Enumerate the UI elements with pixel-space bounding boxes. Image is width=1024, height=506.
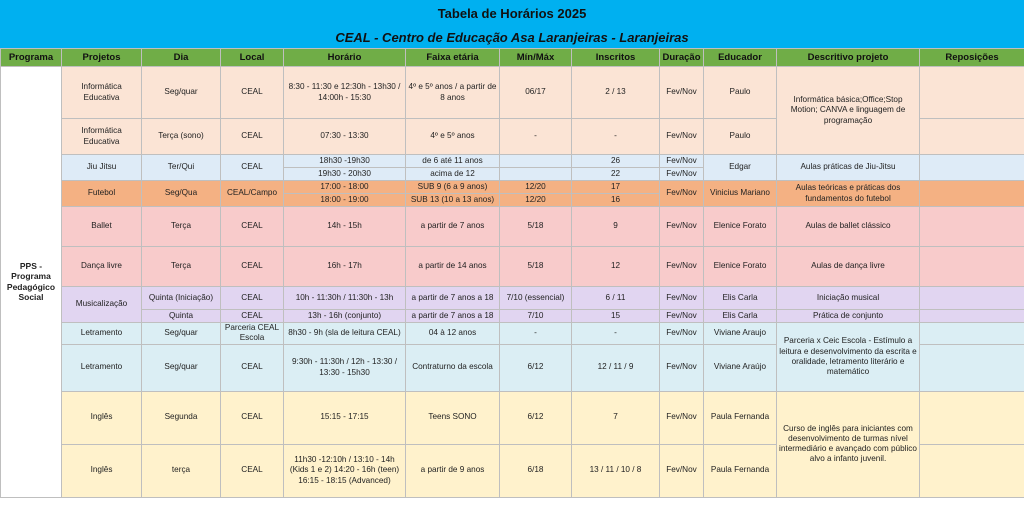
cell-dia: Quinta (Iniciação)	[142, 287, 221, 310]
cell-duracao: Fev/Nov	[660, 67, 704, 119]
cell-inscritos: 6 / 11	[572, 287, 660, 310]
cell-horario: 18h30 -19h30	[284, 155, 406, 168]
header-duracao: Duração	[660, 49, 704, 67]
cell-inscritos: 17	[572, 181, 660, 194]
cell-minmax: 7/10 (essencial)	[500, 287, 572, 310]
cell-faixa: 04 à 12 anos	[406, 323, 500, 345]
cell-projeto: Inglês	[62, 391, 142, 444]
cell-duracao: Fev/Nov	[660, 391, 704, 444]
cell-horario: 16h - 17h	[284, 247, 406, 287]
cell-reposicoes	[920, 287, 1024, 310]
cell-educador: Elenice Forato	[704, 247, 777, 287]
cell-reposicoes	[920, 344, 1024, 391]
cell-dia: Segunda	[142, 391, 221, 444]
cell-minmax: 6/18	[500, 444, 572, 497]
cell-horario: 8:30 - 11:30 e 12:30h - 13h30 / 14:00h - 15:30	[284, 67, 406, 119]
cell-reposicoes	[920, 119, 1024, 155]
cell-minmax: 6/12	[500, 344, 572, 391]
cell-dia: terça	[142, 444, 221, 497]
cell-horario: 9:30h - 11:30h / 12h - 13:30 / 13:30 - 15h30	[284, 344, 406, 391]
header-descritivo: Descritivo projeto	[777, 49, 920, 67]
header-local: Local	[221, 49, 284, 67]
cell-dia: Seg/quar	[142, 323, 221, 345]
cell-minmax: 7/10	[500, 310, 572, 323]
cell-minmax: 5/18	[500, 207, 572, 247]
table-row	[1, 181, 1024, 194]
cell-faixa: 4º e 5º anos / a partir de 8 anos	[406, 67, 500, 119]
cell-faixa: de 6 até 11 anos	[406, 155, 500, 168]
cell-inscritos: -	[572, 119, 660, 155]
table-row	[1, 391, 1024, 444]
table-row	[1, 247, 1024, 287]
cell-duracao: Fev/Nov	[660, 310, 704, 323]
cell-minmax: 12/20	[500, 181, 572, 194]
cell-projeto: Informática Educativa	[62, 119, 142, 155]
cell-projeto: Ballet	[62, 207, 142, 247]
cell-reposicoes	[920, 207, 1024, 247]
cell-local: CEAL	[221, 247, 284, 287]
cell-horario: 14h - 15h	[284, 207, 406, 247]
cell-inscritos: 2 / 13	[572, 67, 660, 119]
cell-faixa: acima de 12	[406, 168, 500, 181]
cell-faixa: a partir de 14 anos	[406, 247, 500, 287]
cell-educador: Vinicius Mariano	[704, 181, 777, 207]
cell-local: CEAL	[221, 155, 284, 181]
cell-faixa: a partir de 7 anos a 18	[406, 287, 500, 310]
cell-duracao: Fev/Nov	[660, 119, 704, 155]
header-row	[1, 49, 1024, 67]
header-faixa-etaria: Faixa etária	[406, 49, 500, 67]
cell-faixa: 4º e 5º anos	[406, 119, 500, 155]
cell-reposicoes	[920, 310, 1024, 323]
cell-faixa: Teens SONO	[406, 391, 500, 444]
cell-duracao: Fev/Nov	[660, 287, 704, 310]
table-row	[1, 323, 1024, 345]
cell-reposicoes	[920, 444, 1024, 497]
cell-horario: 07:30 - 13:30	[284, 119, 406, 155]
table-row	[1, 67, 1024, 119]
cell-faixa: SUB 9 (6 a 9 anos)	[406, 181, 500, 194]
cell-minmax: -	[500, 119, 572, 155]
cell-descritivo: Iniciação musical	[777, 287, 920, 310]
header-projetos: Projetos	[62, 49, 142, 67]
cell-inscritos: 12	[572, 247, 660, 287]
header-inscritos: Inscritos	[572, 49, 660, 67]
cell-duracao: Fev/Nov	[660, 181, 704, 207]
cell-inscritos: 26	[572, 155, 660, 168]
header-reposicoes: Reposições	[920, 49, 1024, 67]
cell-educador: Paulo	[704, 119, 777, 155]
cell-faixa: a partir de 7 anos a 18	[406, 310, 500, 323]
cell-descritivo: Prática de conjunto	[777, 310, 920, 323]
cell-educador: Elenice Forato	[704, 207, 777, 247]
cell-dia: Seg/quar	[142, 67, 221, 119]
cell-duracao: Fev/Nov	[660, 168, 704, 181]
cell-dia: Seg/Qua	[142, 181, 221, 207]
cell-educador: Edgar	[704, 155, 777, 181]
cell-faixa: Contraturno da escola	[406, 344, 500, 391]
cell-horario: 18:00 - 19:00	[284, 194, 406, 207]
cell-inscritos: 16	[572, 194, 660, 207]
cell-educador: Paula Fernanda	[704, 391, 777, 444]
cell-reposicoes	[920, 247, 1024, 287]
cell-inscritos: 22	[572, 168, 660, 181]
cell-duracao: Fev/Nov	[660, 444, 704, 497]
cell-minmax: 12/20	[500, 194, 572, 207]
cell-local: CEAL/Campo	[221, 181, 284, 207]
cell-faixa: a partir de 9 anos	[406, 444, 500, 497]
cell-projeto: Futebol	[62, 181, 142, 207]
cell-inscritos: 12 / 11 / 9	[572, 344, 660, 391]
cell-local: CEAL	[221, 207, 284, 247]
table-row	[1, 155, 1024, 168]
cell-inscritos: 13 / 11 / 10 / 8	[572, 444, 660, 497]
cell-educador: Elis Carla	[704, 310, 777, 323]
cell-minmax: 6/12	[500, 391, 572, 444]
cell-educador: Viviane Araujo	[704, 323, 777, 345]
cell-projeto: Letramento	[62, 323, 142, 345]
cell-projeto: Informática Educativa	[62, 67, 142, 119]
cell-dia: Terça	[142, 247, 221, 287]
header-dia: Dia	[142, 49, 221, 67]
cell-local: CEAL	[221, 310, 284, 323]
cell-descritivo: Parceria x Ceic Escola - Estímulo a leitura e desenvolvimento da escrita e oralidade, letramento literário e matemático	[777, 323, 920, 392]
cell-dia: Ter/Qui	[142, 155, 221, 181]
header-educador: Educador	[704, 49, 777, 67]
cell-horario: 8h30 - 9h (sla de leitura CEAL)	[284, 323, 406, 345]
cell-dia: Terça	[142, 207, 221, 247]
cell-descritivo: Informática básica;Office;Stop Motion; CANVA e linguagem de programação	[777, 67, 920, 155]
cell-reposicoes	[920, 323, 1024, 345]
cell-local: CEAL	[221, 344, 284, 391]
cell-local: Parceria CEAL Escola	[221, 323, 284, 345]
cell-reposicoes	[920, 67, 1024, 119]
cell-projeto: Dança livre	[62, 247, 142, 287]
cell-horario: 19h30 - 20h30	[284, 168, 406, 181]
cell-minmax: 5/18	[500, 247, 572, 287]
cell-inscritos: -	[572, 323, 660, 345]
cell-local: CEAL	[221, 119, 284, 155]
cell-duracao: Fev/Nov	[660, 155, 704, 168]
cell-reposicoes	[920, 181, 1024, 207]
cell-dia: Terça (sono)	[142, 119, 221, 155]
cell-inscritos: 15	[572, 310, 660, 323]
cell-local: CEAL	[221, 444, 284, 497]
cell-descritivo: Aulas de dança livre	[777, 247, 920, 287]
table-row	[1, 287, 1024, 310]
cell-minmax	[500, 155, 572, 168]
cell-horario: 11h30 -12:10h / 13:10 - 14h (Kids 1 e 2) 14:20 - 16h (teen) 16:15 - 18:15 (Advanced)	[284, 444, 406, 497]
cell-descritivo: Aulas teóricas e práticas dos fundamentos do futebol	[777, 181, 920, 207]
table-row	[1, 207, 1024, 247]
header-programa: Programa	[1, 49, 62, 67]
cell-duracao: Fev/Nov	[660, 247, 704, 287]
page-title: Tabela de Horários 2025	[0, 0, 1024, 26]
cell-minmax: -	[500, 323, 572, 345]
cell-inscritos: 7	[572, 391, 660, 444]
cell-educador: Paula Fernanda	[704, 444, 777, 497]
table-row	[1, 310, 1024, 323]
cell-educador: Viviane Araújo	[704, 344, 777, 391]
header-horario: Horário	[284, 49, 406, 67]
cell-horario: 10h - 11:30h / 11:30h - 13h	[284, 287, 406, 310]
schedule-table	[0, 48, 1024, 498]
cell-minmax: 06/17	[500, 67, 572, 119]
cell-projeto: Inglês	[62, 444, 142, 497]
cell-horario: 17:00 - 18:00	[284, 181, 406, 194]
cell-faixa: SUB 13 (10 a 13 anos)	[406, 194, 500, 207]
cell-horario: 13h - 16h (conjunto)	[284, 310, 406, 323]
cell-projeto: Musicalização	[62, 287, 142, 323]
cell-dia: Quinta	[142, 310, 221, 323]
cell-descritivo: Aulas práticas de Jiu-Jitsu	[777, 155, 920, 181]
cell-projeto: Letramento	[62, 344, 142, 391]
cell-duracao: Fev/Nov	[660, 207, 704, 247]
cell-reposicoes	[920, 391, 1024, 444]
cell-minmax	[500, 168, 572, 181]
cell-local: CEAL	[221, 391, 284, 444]
cell-projeto: Jiu Jitsu	[62, 155, 142, 181]
page-subtitle: CEAL - Centro de Educação Asa Laranjeiras - Laranjeiras	[0, 26, 1024, 48]
cell-faixa: a partir de 7 anos	[406, 207, 500, 247]
header-min-max: Mín/Máx	[500, 49, 572, 67]
cell-reposicoes	[920, 155, 1024, 181]
program-cell: PPS -Programa Pedagógico Social	[1, 67, 62, 498]
cell-dia: Seg/quar	[142, 344, 221, 391]
cell-local: CEAL	[221, 287, 284, 310]
cell-educador: Paulo	[704, 67, 777, 119]
cell-descritivo: Curso de inglês para iniciantes com desenvolvimento de turmas nível intermediário e avançado com público alvo a infanto juvenil.	[777, 391, 920, 497]
cell-duracao: Fev/Nov	[660, 344, 704, 391]
cell-descritivo: Aulas de ballet clássico	[777, 207, 920, 247]
cell-local: CEAL	[221, 67, 284, 119]
cell-horario: 15:15 - 17:15	[284, 391, 406, 444]
cell-educador: Elis Carla	[704, 287, 777, 310]
cell-duracao: Fev/Nov	[660, 323, 704, 345]
cell-inscritos: 9	[572, 207, 660, 247]
